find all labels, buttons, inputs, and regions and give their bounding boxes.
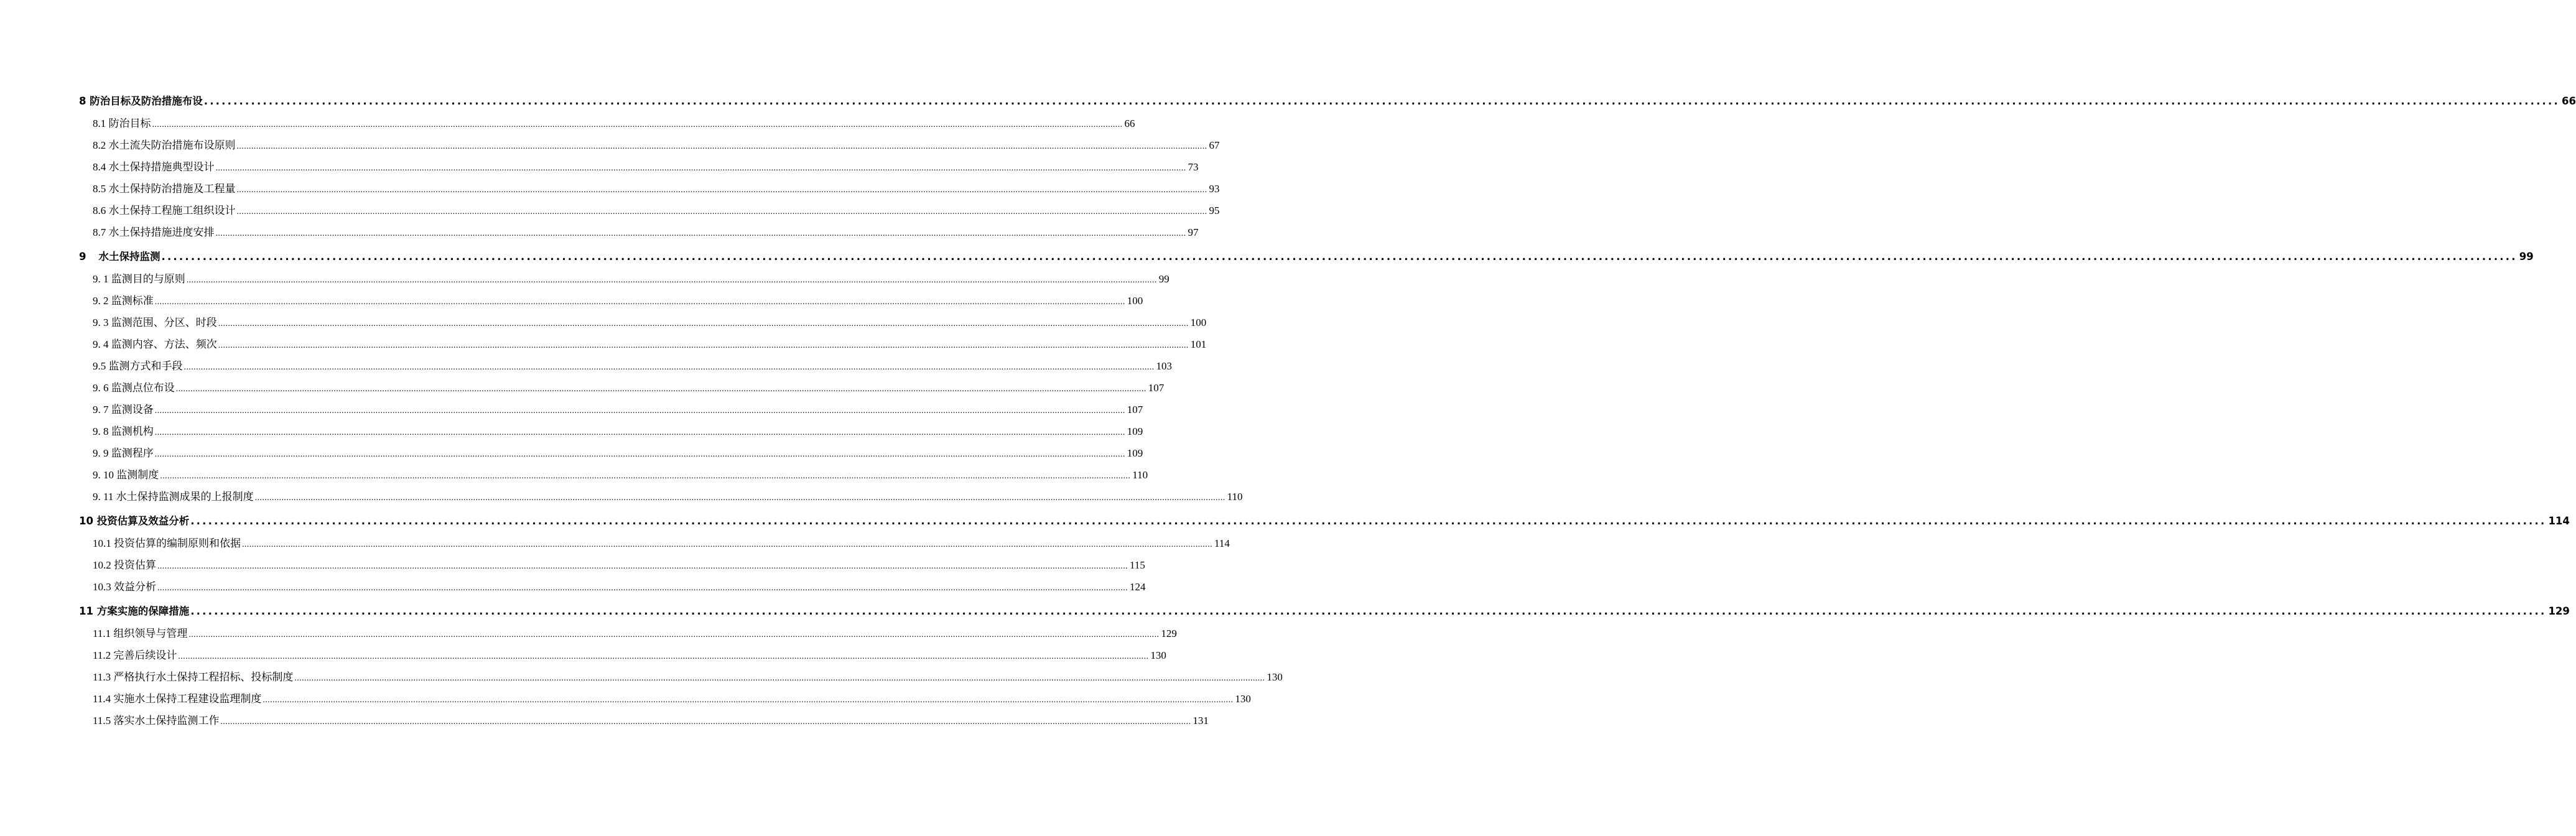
toc-entry-number: 11.2 [93, 649, 111, 661]
toc-entry-text: 水土保持监测 [98, 251, 160, 262]
toc-entry-title [93, 377, 175, 399]
toc-entry-text: 监测点位布设 [111, 382, 175, 394]
dot-leader: ................................................................................................................................................................................................................................................................................................................................................................................................................ [190, 605, 2547, 617]
toc-entry-title [93, 312, 217, 333]
toc-entry-number: 11 [79, 605, 93, 617]
dot-leader: ................................................................................................................................................................................................................................................................................................................................................................................................................ [218, 319, 1189, 328]
toc-section-entry[interactable] [93, 710, 1209, 732]
toc-section-entry[interactable] [93, 576, 1146, 598]
toc-entry-text: 监测目的与原则 [111, 273, 185, 285]
toc-entry-title [93, 554, 156, 576]
toc-page-number: 109 [1127, 447, 1143, 459]
toc-entry-title [79, 600, 189, 623]
toc-entry-number: 8.6 [93, 205, 106, 216]
toc-entry-title [93, 442, 154, 464]
toc-entry-text: 水土保持措施进度安排 [108, 226, 215, 238]
toc-entry-number: 9. 7 [93, 404, 109, 416]
dot-leader: ................................................................................................................................................................................................................................................................................................................................................................................................................ [254, 493, 1225, 503]
toc-chapter-entry[interactable] [79, 246, 2534, 268]
toc-page-number: 130 [1267, 671, 1283, 683]
toc-entry-title [93, 268, 185, 290]
table-of-contents [0, 90, 2576, 732]
toc-entry-number: 9. 4 [93, 338, 109, 350]
toc-entry-title [93, 355, 183, 377]
dot-leader: ................................................................................................................................................................................................................................................................................................................................................................................................................ [236, 185, 1207, 195]
toc-entry-number: 8.1 [93, 118, 106, 129]
toc-entry-text: 防治目标 [108, 118, 151, 129]
dot-leader: ................................................................................................................................................................................................................................................................................................................................................................................................................ [186, 276, 1157, 285]
toc-entry-text: 方案实施的保障措施 [96, 605, 190, 617]
toc-entry-text: 实施水土保持工程建设监理制度 [113, 693, 262, 705]
toc-section-entry[interactable] [93, 113, 1135, 134]
dot-leader: ................................................................................................................................................................................................................................................................................................................................................................................................................ [203, 95, 2560, 107]
toc-entry-title [93, 623, 187, 644]
toc-entry-number: 8.7 [93, 226, 106, 238]
toc-entry-title [93, 420, 154, 442]
toc-section-entry[interactable] [93, 464, 1148, 486]
toc-entry-number: 8.4 [93, 161, 106, 173]
toc-entry-text: 投资估算 [114, 559, 156, 571]
toc-entry-number: 9. 3 [93, 317, 109, 328]
toc-section-entry[interactable] [93, 355, 1172, 377]
dot-leader: ................................................................................................................................................................................................................................................................................................................................................................................................................ [152, 120, 1123, 129]
dot-leader: ................................................................................................................................................................................................................................................................................................................................................................................................................ [161, 251, 2518, 262]
toc-entry-number: 10 [79, 515, 93, 527]
toc-page-number: 95 [1209, 205, 1220, 216]
toc-entry-number: 9. 9 [93, 447, 109, 459]
toc-page-number: 107 [1127, 404, 1143, 416]
toc-section-entry[interactable] [93, 268, 1169, 290]
toc-page-number: 129 [2548, 605, 2570, 617]
dot-leader: ................................................................................................................................................................................................................................................................................................................................................................................................................ [242, 540, 1212, 549]
dot-leader: ................................................................................................................................................................................................................................................................................................................................................................................................................ [160, 471, 1131, 481]
toc-entry-title [93, 134, 236, 156]
toc-section-entry[interactable] [93, 178, 1220, 200]
dot-leader: ................................................................................................................................................................................................................................................................................................................................................................................................................ [184, 363, 1155, 372]
toc-entry-number: 10.2 [93, 559, 111, 571]
toc-entry-title [93, 464, 159, 486]
toc-entry-number: 8 [79, 95, 86, 107]
toc-section-entry[interactable] [93, 442, 1143, 464]
toc-chapter-entry[interactable] [79, 600, 2570, 623]
toc-entry-number: 11.1 [93, 628, 111, 639]
toc-entry-number: 8.5 [93, 183, 106, 195]
toc-entry-title [93, 200, 236, 221]
toc-section-entry[interactable] [93, 156, 1199, 178]
toc-section-entry[interactable] [93, 290, 1143, 312]
dot-leader: ................................................................................................................................................................................................................................................................................................................................................................................................................ [190, 515, 2547, 527]
dot-leader: ................................................................................................................................................................................................................................................................................................................................................................................................................ [215, 164, 1186, 173]
toc-entry-number: 9. 2 [93, 295, 109, 307]
toc-entry-number: 9. 6 [93, 382, 109, 394]
toc-page-number: 110 [1227, 491, 1243, 503]
toc-entry-number: 9. 11 [93, 491, 114, 503]
toc-page-number: 101 [1190, 338, 1207, 350]
toc-entry-text: 水土保持防治措施及工程量 [108, 183, 236, 195]
toc-entry-number: 11.5 [93, 715, 111, 727]
toc-entry-title [93, 156, 215, 178]
dot-leader: ................................................................................................................................................................................................................................................................................................................................................................................................................ [157, 583, 1128, 593]
toc-page-number: 129 [1161, 628, 1177, 639]
toc-page-number: 107 [1148, 382, 1165, 394]
toc-page-number: 131 [1193, 715, 1209, 727]
toc-entry-text: 落实水土保持监测工作 [113, 715, 220, 727]
toc-entry-number: 9. 10 [93, 469, 114, 481]
toc-section-entry[interactable] [93, 532, 1230, 554]
toc-entry-text: 防治目标及防治措施布设 [90, 95, 203, 107]
toc-entry-text: 完善后续设计 [113, 649, 177, 661]
toc-entry-title [79, 246, 160, 268]
toc-entry-number: 10.1 [93, 537, 111, 549]
toc-page-number: 110 [1132, 469, 1148, 481]
toc-section-entry[interactable] [93, 623, 1177, 644]
dot-leader: ................................................................................................................................................................................................................................................................................................................................................................................................................ [188, 630, 1160, 639]
toc-entry-text: 监测范围、分区、时段 [111, 317, 217, 328]
toc-entry-text: 监测程序 [111, 447, 154, 459]
dot-leader: ................................................................................................................................................................................................................................................................................................................................................................................................................ [154, 428, 1125, 437]
toc-page-number: 97 [1188, 226, 1199, 238]
toc-page-number: 66 [1124, 118, 1135, 129]
toc-page-number: 66 [2561, 95, 2576, 107]
toc-entry-title [79, 510, 189, 532]
toc-entry-number: 9. 8 [93, 425, 109, 437]
toc-entry-title [93, 178, 236, 200]
dot-leader: ................................................................................................................................................................................................................................................................................................................................................................................................................ [175, 384, 1146, 394]
toc-page-number: 124 [1130, 581, 1146, 593]
toc-entry-number: 9.5 [93, 360, 106, 372]
toc-entry-text: 水土保持工程施工组织设计 [108, 205, 236, 216]
toc-entry-title [93, 576, 156, 598]
toc-section-entry[interactable] [93, 644, 1166, 666]
toc-entry-text: 监测标准 [111, 295, 154, 307]
toc-section-entry[interactable] [93, 554, 1145, 576]
toc-page-number: 99 [2519, 251, 2534, 262]
toc-section-entry[interactable] [93, 312, 1207, 333]
toc-entry-title [93, 486, 254, 508]
toc-page-number: 130 [1235, 693, 1251, 705]
toc-entry-number: 11.3 [93, 671, 111, 683]
toc-entry-title [93, 688, 261, 710]
toc-page-number: 99 [1158, 273, 1169, 285]
dot-leader: ................................................................................................................................................................................................................................................................................................................................................................................................................ [154, 450, 1125, 459]
dot-leader: ................................................................................................................................................................................................................................................................................................................................................................................................................ [154, 406, 1125, 416]
dot-leader: ................................................................................................................................................................................................................................................................................................................................................................................................................ [236, 142, 1207, 151]
toc-entry-title [93, 221, 215, 243]
dot-leader: ................................................................................................................................................................................................................................................................................................................................................................................................................ [294, 674, 1265, 683]
toc-entry-number: 11.4 [93, 693, 111, 705]
dot-leader: ................................................................................................................................................................................................................................................................................................................................................................................................................ [157, 562, 1128, 571]
toc-entry-text: 监测方式和手段 [108, 360, 183, 372]
toc-entry-title [93, 532, 241, 554]
dot-leader: ................................................................................................................................................................................................................................................................................................................................................................................................................ [178, 652, 1149, 661]
toc-section-entry[interactable] [93, 666, 1283, 688]
toc-entry-number: 8.2 [93, 139, 106, 151]
toc-entry-title [93, 113, 151, 134]
toc-chapter-entry[interactable] [79, 510, 2570, 532]
dot-leader: ................................................................................................................................................................................................................................................................................................................................................................................................................ [220, 717, 1191, 727]
toc-entry-title [79, 90, 203, 113]
dot-leader: ................................................................................................................................................................................................................................................................................................................................................................................................................ [263, 695, 1234, 705]
toc-page-number: 115 [1130, 559, 1145, 571]
toc-page-number: 109 [1127, 425, 1143, 437]
toc-entry-title [93, 666, 293, 688]
dot-leader: ................................................................................................................................................................................................................................................................................................................................................................................................................ [218, 341, 1189, 350]
toc-section-entry[interactable] [93, 688, 1251, 710]
toc-entry-number: 10.3 [93, 581, 111, 593]
toc-entry-text: 水土流失防治措施布设原则 [108, 139, 236, 151]
toc-entry-text: 监测内容、方法、频次 [111, 338, 217, 350]
toc-chapter-entry[interactable] [79, 90, 2576, 113]
toc-section-entry[interactable] [93, 134, 1220, 156]
toc-entry-title [93, 333, 217, 355]
toc-section-entry[interactable] [93, 200, 1220, 221]
toc-section-entry[interactable] [93, 333, 1207, 355]
toc-entry-text: 监测机构 [111, 425, 154, 437]
toc-entry-title [93, 399, 154, 420]
toc-entry-title [93, 290, 154, 312]
toc-page-number: 100 [1127, 295, 1143, 307]
toc-entry-text: 组织领导与管理 [113, 628, 188, 639]
toc-page-number: 114 [1214, 537, 1230, 549]
toc-entry-text: 水土保持监测成果的上报制度 [116, 491, 254, 503]
toc-entry-title [93, 710, 219, 732]
toc-page-number: 130 [1150, 649, 1166, 661]
toc-section-entry[interactable] [93, 377, 1165, 399]
toc-page-number: 100 [1190, 317, 1207, 328]
toc-section-entry[interactable] [93, 221, 1199, 243]
toc-page-number: 67 [1209, 139, 1220, 151]
toc-entry-number: 9. 1 [93, 273, 109, 285]
toc-entry-number: 9 [79, 251, 86, 262]
toc-page-number: 103 [1156, 360, 1172, 372]
toc-page-number: 93 [1209, 183, 1220, 195]
toc-section-entry[interactable] [93, 399, 1143, 420]
toc-section-entry[interactable] [93, 486, 1243, 508]
dot-leader: ................................................................................................................................................................................................................................................................................................................................................................................................................ [154, 297, 1125, 307]
toc-page-number: 73 [1188, 161, 1199, 173]
toc-entry-text: 水土保持措施典型设计 [108, 161, 215, 173]
toc-entry-text: 监测设备 [111, 404, 154, 416]
toc-section-entry[interactable] [93, 420, 1143, 442]
dot-leader: ................................................................................................................................................................................................................................................................................................................................................................................................................ [215, 229, 1186, 238]
toc-entry-text: 监测制度 [116, 469, 159, 481]
toc-entry-title [93, 644, 177, 666]
toc-entry-text: 效益分析 [114, 581, 156, 593]
dot-leader: ................................................................................................................................................................................................................................................................................................................................................................................................................ [236, 207, 1207, 216]
toc-page-number: 114 [2548, 515, 2570, 527]
toc-entry-text: 严格执行水土保持工程招标、投标制度 [113, 671, 294, 683]
toc-entry-text: 投资估算及效益分析 [96, 515, 190, 527]
toc-entry-text: 投资估算的编制原则和依据 [114, 537, 241, 549]
